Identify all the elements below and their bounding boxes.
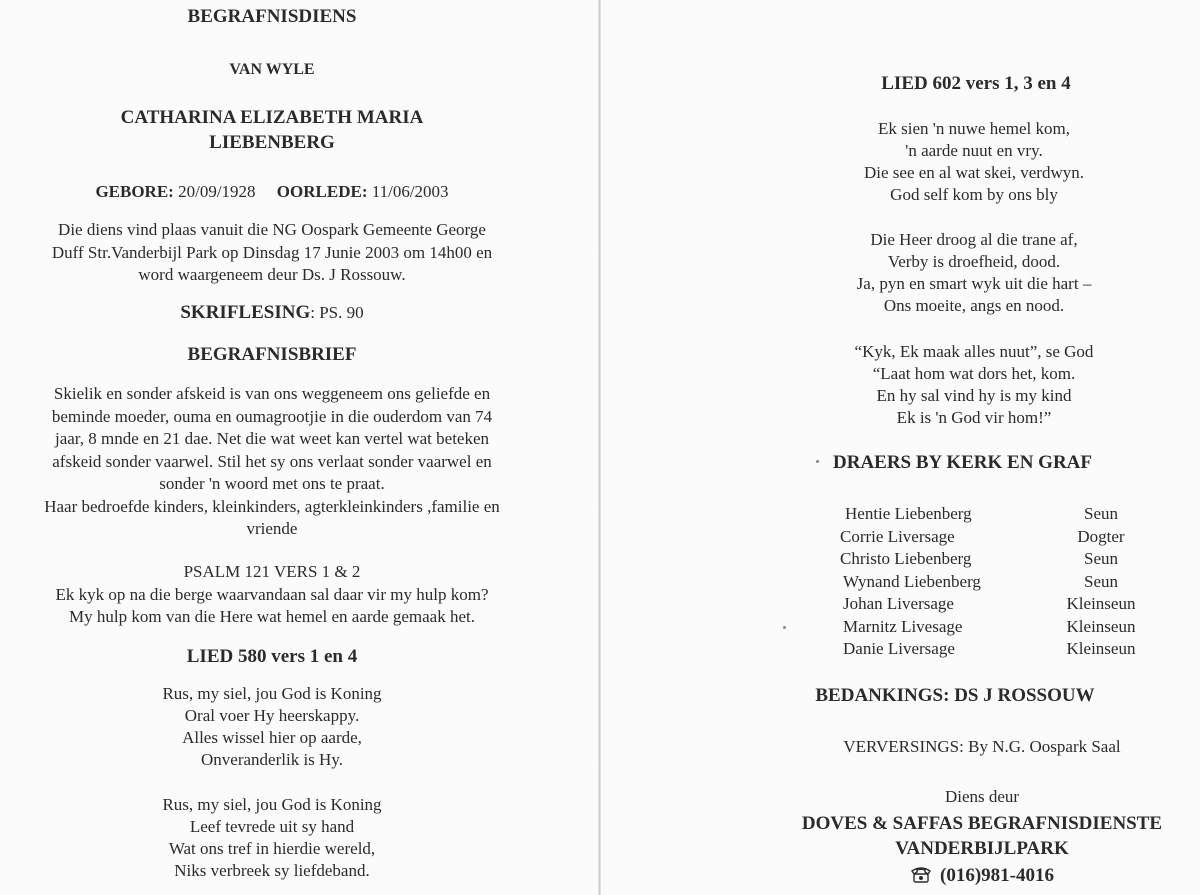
- lied602-verse2: [857, 229, 1092, 317]
- verse-line: Alles wissel hier op aarde,: [182, 728, 362, 747]
- skriflesing-line: [180, 302, 363, 324]
- verse-line: Rus, my siel, jou God is Koning: [162, 684, 382, 703]
- van-wyle-label: VAN WYLE: [229, 61, 315, 78]
- draer-relation: Kleinseun: [1066, 594, 1136, 613]
- draer-name: Johan Liversage: [843, 594, 954, 613]
- draer-relation: Seun: [1084, 571, 1118, 591]
- draer-relation: Dogter: [1077, 526, 1125, 546]
- begrafnisbrief-heading: BEGRAFNISBRIEF: [187, 344, 357, 365]
- service-line: word waargeneem deur Ds. J Rossouw.: [138, 265, 406, 284]
- brief-line: beminde moeder, ouma en oumagrootjie in die ouderdom van 74: [51, 406, 493, 426]
- oorlede-value: 11/06/2003: [371, 182, 449, 201]
- skriflesing-value: : PS. 90: [310, 303, 364, 322]
- verse-line: God self kom by ons bly: [890, 185, 1058, 204]
- verse-line: Niks verbreek sy liefdeband.: [174, 861, 370, 880]
- draers-heading: DRAERS BY KERK EN GRAF: [833, 452, 1092, 473]
- lied580-heading: LIED 580 vers 1 en 4: [186, 646, 358, 667]
- draers-table: [840, 503, 1143, 661]
- verse-line: Onveranderlik is Hy.: [201, 750, 343, 769]
- draer-name: Wynand Liebenberg: [843, 571, 981, 591]
- draer-name: Corrie Liversage: [840, 526, 955, 546]
- verse-line: Ons moeite, angs en nood.: [883, 296, 1065, 315]
- brief-line: Skielik en sonder afskeid is van ons weggeneem ons geliefde en: [53, 384, 491, 403]
- service-details: [52, 219, 492, 287]
- verse-line: En hy sal vind hy is my kind: [876, 386, 1072, 405]
- service-line: Duff Str.Vanderbijl Park op Dinsdag 17 Junie 2003 om 14h00 en: [51, 242, 493, 262]
- verse-line: Ja, pyn en smart wyk uit die hart –: [856, 274, 1092, 293]
- deceased-name-line2: LIEBENBERG: [209, 132, 335, 153]
- company-name: DOVES & SAFFAS BEGRAFNISDIENSTE: [801, 813, 1163, 834]
- lied602-verse1: [864, 118, 1084, 206]
- draer-row: [843, 571, 1143, 594]
- verse-line: Ek is 'n God vir hom!”: [896, 408, 1052, 427]
- verse-line: Rus, my siel, jou God is Koning: [162, 795, 382, 814]
- verse-line: “Laat hom wat dors het, kom.: [872, 364, 1076, 383]
- verse-line: Oral voer Hy heerskappy.: [184, 706, 360, 725]
- verse-line: 'n aarde nuut en vry.: [905, 141, 1043, 160]
- draer-name: Marnitz Livesage: [843, 616, 963, 636]
- psalm-text: [55, 561, 488, 629]
- draer-relation: Seun: [1084, 504, 1118, 523]
- speck: [816, 460, 819, 463]
- lied580-verse1: [162, 683, 381, 771]
- brief-line: sonder 'n woord met ons te praat.: [159, 474, 385, 493]
- draer-name: Christo Liebenberg: [840, 549, 972, 568]
- company-city: VANDERBIJLPARK: [895, 838, 1069, 859]
- draer-row: [843, 593, 1143, 616]
- lied602-heading: LIED 602 vers 1, 3 en 4: [881, 73, 1071, 94]
- begrafnisbrief-text: [44, 383, 500, 541]
- oorlede-label: OORLEDE:: [276, 182, 368, 201]
- phone-line: [910, 865, 1054, 887]
- draer-row: [840, 526, 1143, 549]
- verse-line: “Kyk, Ek maak alles nuut”, se God: [854, 342, 1094, 361]
- verse-line: Ek sien 'n nuwe hemel kom,: [878, 119, 1070, 138]
- dates-line: [95, 182, 448, 202]
- brief-line: vriende: [246, 519, 298, 538]
- psalm-line: My hulp kom van die Here wat hemel en aarde gemaak het.: [69, 607, 475, 626]
- diens-deur-label: Diens deur: [944, 787, 1020, 806]
- draer-row: [840, 548, 1143, 571]
- brief-line: afskeid sonder vaarwel. Stil het sy ons verlaat sonder vaarwel en: [52, 451, 492, 471]
- verversings-line: VERVERSINGS: By N.G. Oospark Saal: [843, 737, 1121, 756]
- lied602-verse3: [855, 341, 1094, 429]
- bedankings-line: BEDANKINGS: DS J ROSSOUW: [815, 685, 1095, 706]
- draer-row: [843, 616, 1143, 639]
- draer-name: Hentie Liebenberg: [845, 504, 972, 523]
- draer-name: Danie Liversage: [843, 639, 955, 658]
- draer-relation: Kleinseun: [1066, 639, 1136, 658]
- draer-row: [843, 638, 1143, 661]
- psalm-line: Ek kyk op na die berge waarvandaan sal daar vir my hulp kom?: [55, 584, 489, 604]
- deceased-name-line1: CATHARINA ELIZABETH MARIA: [120, 107, 424, 128]
- gebore-label: GEBORE:: [95, 182, 174, 201]
- verse-line: Die see en al wat skei, verdwyn.: [864, 163, 1084, 182]
- draer-relation: Kleinseun: [1066, 616, 1136, 636]
- verse-line: Die Heer droog al die trane af,: [870, 230, 1078, 249]
- service-line: Die diens vind plaas vanuit die NG Oospark Gemeente George: [58, 220, 486, 239]
- verse-line: Verby is droefheid, dood.: [887, 252, 1061, 271]
- phone-number: (016)981-4016: [940, 865, 1054, 886]
- speck: [783, 626, 786, 629]
- draer-relation: Seun: [1084, 549, 1118, 568]
- gebore-value: 20/09/1928: [178, 182, 256, 201]
- draer-row: [843, 503, 1143, 526]
- brief-line: jaar, 8 mnde en 21 dae. Net die wat weet kan vertel wat beteken: [54, 429, 490, 448]
- brief-line: Haar bedroefde kinders, kleinkinders, agterkleinkinders ,familie en: [44, 496, 500, 516]
- psalm-heading: PSALM 121 VERS 1 & 2: [183, 562, 361, 581]
- page-title: BEGRAFNISDIENS: [187, 6, 357, 27]
- lied580-verse2: [162, 794, 381, 882]
- skriflesing-label: SKRIFLESING: [180, 302, 311, 323]
- telephone-icon: [910, 865, 932, 883]
- verse-line: Leef tevrede uit sy hand: [189, 817, 355, 836]
- page-fold: [598, 0, 601, 895]
- verse-line: Wat ons tref in hierdie wereld,: [168, 839, 376, 858]
